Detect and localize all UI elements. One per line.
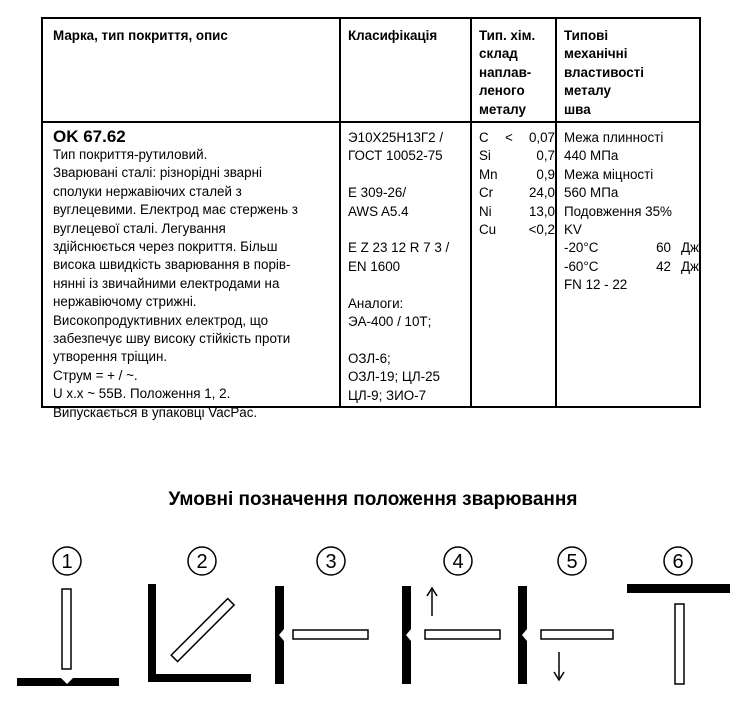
svg-text:3: 3 <box>325 551 337 573</box>
position-6-overhead-icon <box>627 584 730 684</box>
chemistry-row <box>479 203 555 221</box>
classification-line <box>348 331 468 349</box>
kv-value: 42 <box>656 258 671 274</box>
position-4-label <box>444 547 472 575</box>
element-prefix <box>505 166 519 184</box>
svg-text:2: 2 <box>196 551 208 573</box>
yield-value: 440 МПа <box>564 148 619 164</box>
position-4-vertical-up-icon <box>402 586 500 684</box>
position-1-label <box>53 547 81 575</box>
header-classification: Класифікація <box>348 28 438 43</box>
description-line: U х.х ~ 55В. Положення 1, 2. <box>53 386 231 402</box>
header-mechanical-line: механічні <box>564 46 628 62</box>
position-6-label <box>664 547 692 575</box>
classification-line: EN 1600 <box>348 258 401 274</box>
header-chemistry-line: наплав- <box>479 64 532 80</box>
kv-temp: -20°C <box>564 240 599 256</box>
element-symbol: Mn <box>479 166 498 182</box>
element-value: 0,07 <box>528 130 555 145</box>
kv-row <box>564 258 699 276</box>
mechanical-cell <box>564 129 699 295</box>
kv-row <box>564 239 699 257</box>
element-symbol: Cu <box>479 221 497 237</box>
header-chemistry-line: леного <box>479 83 525 99</box>
position-3-horizontal-icon <box>275 586 368 684</box>
description-line: Високопродуктивних електрод, що <box>53 312 269 328</box>
header-mechanical-line: металу <box>564 83 611 99</box>
description-line: здійснюється через покриття. Більш <box>53 239 278 255</box>
kv-unit: Дж <box>680 258 699 274</box>
description-line: Зварювані сталі: різнорідні зварні <box>53 165 262 181</box>
svg-text:5: 5 <box>566 551 578 573</box>
description-line: вуглецевими. Електрод має стержень з <box>53 202 298 218</box>
header-mechanical-line: шва <box>564 101 591 117</box>
element-prefix <box>505 221 519 239</box>
header-brand: Марка, тип покриття, опис <box>53 28 228 43</box>
element-value: 0,9 <box>536 166 555 182</box>
classification-line: ГОСТ 10052-75 <box>348 148 443 164</box>
position-2-corner-icon <box>148 584 251 682</box>
ferrite-number: FN 12 - 22 <box>564 277 628 293</box>
header-chemistry-line: склад <box>479 46 518 62</box>
column-divider <box>470 19 472 406</box>
kv-label: KV <box>564 222 582 238</box>
header-chemistry <box>479 27 535 119</box>
element-value: <0,2 <box>528 221 555 237</box>
classification-line: Э10Х25Н13Г2 / <box>348 130 444 145</box>
chemistry-row <box>479 184 555 202</box>
classification-line: ОЗЛ-6; <box>348 350 391 366</box>
welding-positions-diagram <box>0 540 746 704</box>
description-line: утворення тріщин. <box>53 349 168 365</box>
product-cell <box>53 127 337 422</box>
description-line: висока швидкість зварювання в порів- <box>53 257 291 273</box>
header-mechanical <box>564 27 644 119</box>
classification-line <box>348 276 468 294</box>
description-line: вуглецевої сталі. Легування <box>53 220 226 236</box>
element-prefix <box>505 147 519 165</box>
element-symbol: Cr <box>479 185 494 201</box>
svg-text:4: 4 <box>452 551 464 573</box>
position-5-vertical-down-icon <box>518 586 613 684</box>
classification-cell <box>348 129 468 405</box>
element-value: 13,0 <box>528 203 555 219</box>
element-symbol: Si <box>479 148 491 164</box>
description-line: Випускається в упаковці VacPac. <box>53 404 258 420</box>
classification-line: ОЗЛ-19; ЦЛ-25 <box>348 369 440 385</box>
position-5-label <box>558 547 586 575</box>
position-2-label <box>188 547 216 575</box>
description-line: нянні із звичайними електродами на <box>53 275 280 291</box>
description-line: Тип покриття-рутиловий. <box>53 147 208 162</box>
svg-text:6: 6 <box>672 551 684 573</box>
element-value: 24,0 <box>528 185 555 201</box>
description-line: сполуки нержавіючих сталей з <box>53 183 242 199</box>
kv-temp: -60°C <box>564 258 599 274</box>
position-3-label <box>317 547 345 575</box>
classification-line <box>348 221 468 239</box>
elongation: Подовження 35% <box>564 203 672 219</box>
element-prefix <box>505 203 519 221</box>
positions-heading: Умовні позначення положення зварювання <box>168 489 578 510</box>
tensile-value: 560 МПа <box>564 185 619 201</box>
classification-line: E 309-26/ <box>348 185 407 201</box>
classification-line: AWS A5.4 <box>348 203 409 219</box>
description-line: Струм = + / ~. <box>53 367 138 383</box>
column-divider <box>339 19 341 406</box>
chemistry-row <box>479 147 555 165</box>
header-mechanical-line: Типові <box>564 28 609 43</box>
classification-line <box>348 166 468 184</box>
element-symbol: Ni <box>479 203 492 219</box>
column-divider <box>555 19 557 406</box>
svg-text:1: 1 <box>61 551 73 573</box>
kv-value: 60 <box>656 240 671 256</box>
classification-line: ЭА-400 / 10Т; <box>348 314 432 330</box>
position-1-flat-icon <box>17 589 119 686</box>
product-description <box>53 146 337 422</box>
header-chemistry-line: металу <box>479 101 526 117</box>
classification-line: ЦЛ-9; ЗИО-7 <box>348 387 427 403</box>
element-prefix <box>505 184 519 202</box>
classification-line: E Z 23 12 R 7 3 / <box>348 240 450 256</box>
header-chemistry-line: Тип. хім. <box>479 28 536 43</box>
kv-unit: Дж <box>680 240 699 256</box>
chemistry-row <box>479 221 555 239</box>
product-name: OK 67.62 <box>53 127 126 146</box>
yield-label: Межа плинності <box>564 130 664 145</box>
element-prefix: < <box>505 130 513 145</box>
chemistry-row <box>479 166 555 184</box>
chemistry-cell <box>479 129 555 239</box>
header-divider <box>43 121 699 123</box>
element-symbol: C <box>479 130 489 145</box>
header-mechanical-line: властивості <box>564 64 645 80</box>
chemistry-row <box>479 129 555 147</box>
element-value: 0,7 <box>536 148 555 164</box>
description-line: забезпечує шву високу стійкість проти <box>53 331 291 347</box>
product-table <box>41 17 701 420</box>
description-line: нержавіючому стрижні. <box>53 294 197 310</box>
tensile-label: Межа міцності <box>564 166 654 182</box>
classification-line: Аналоги: <box>348 295 404 311</box>
